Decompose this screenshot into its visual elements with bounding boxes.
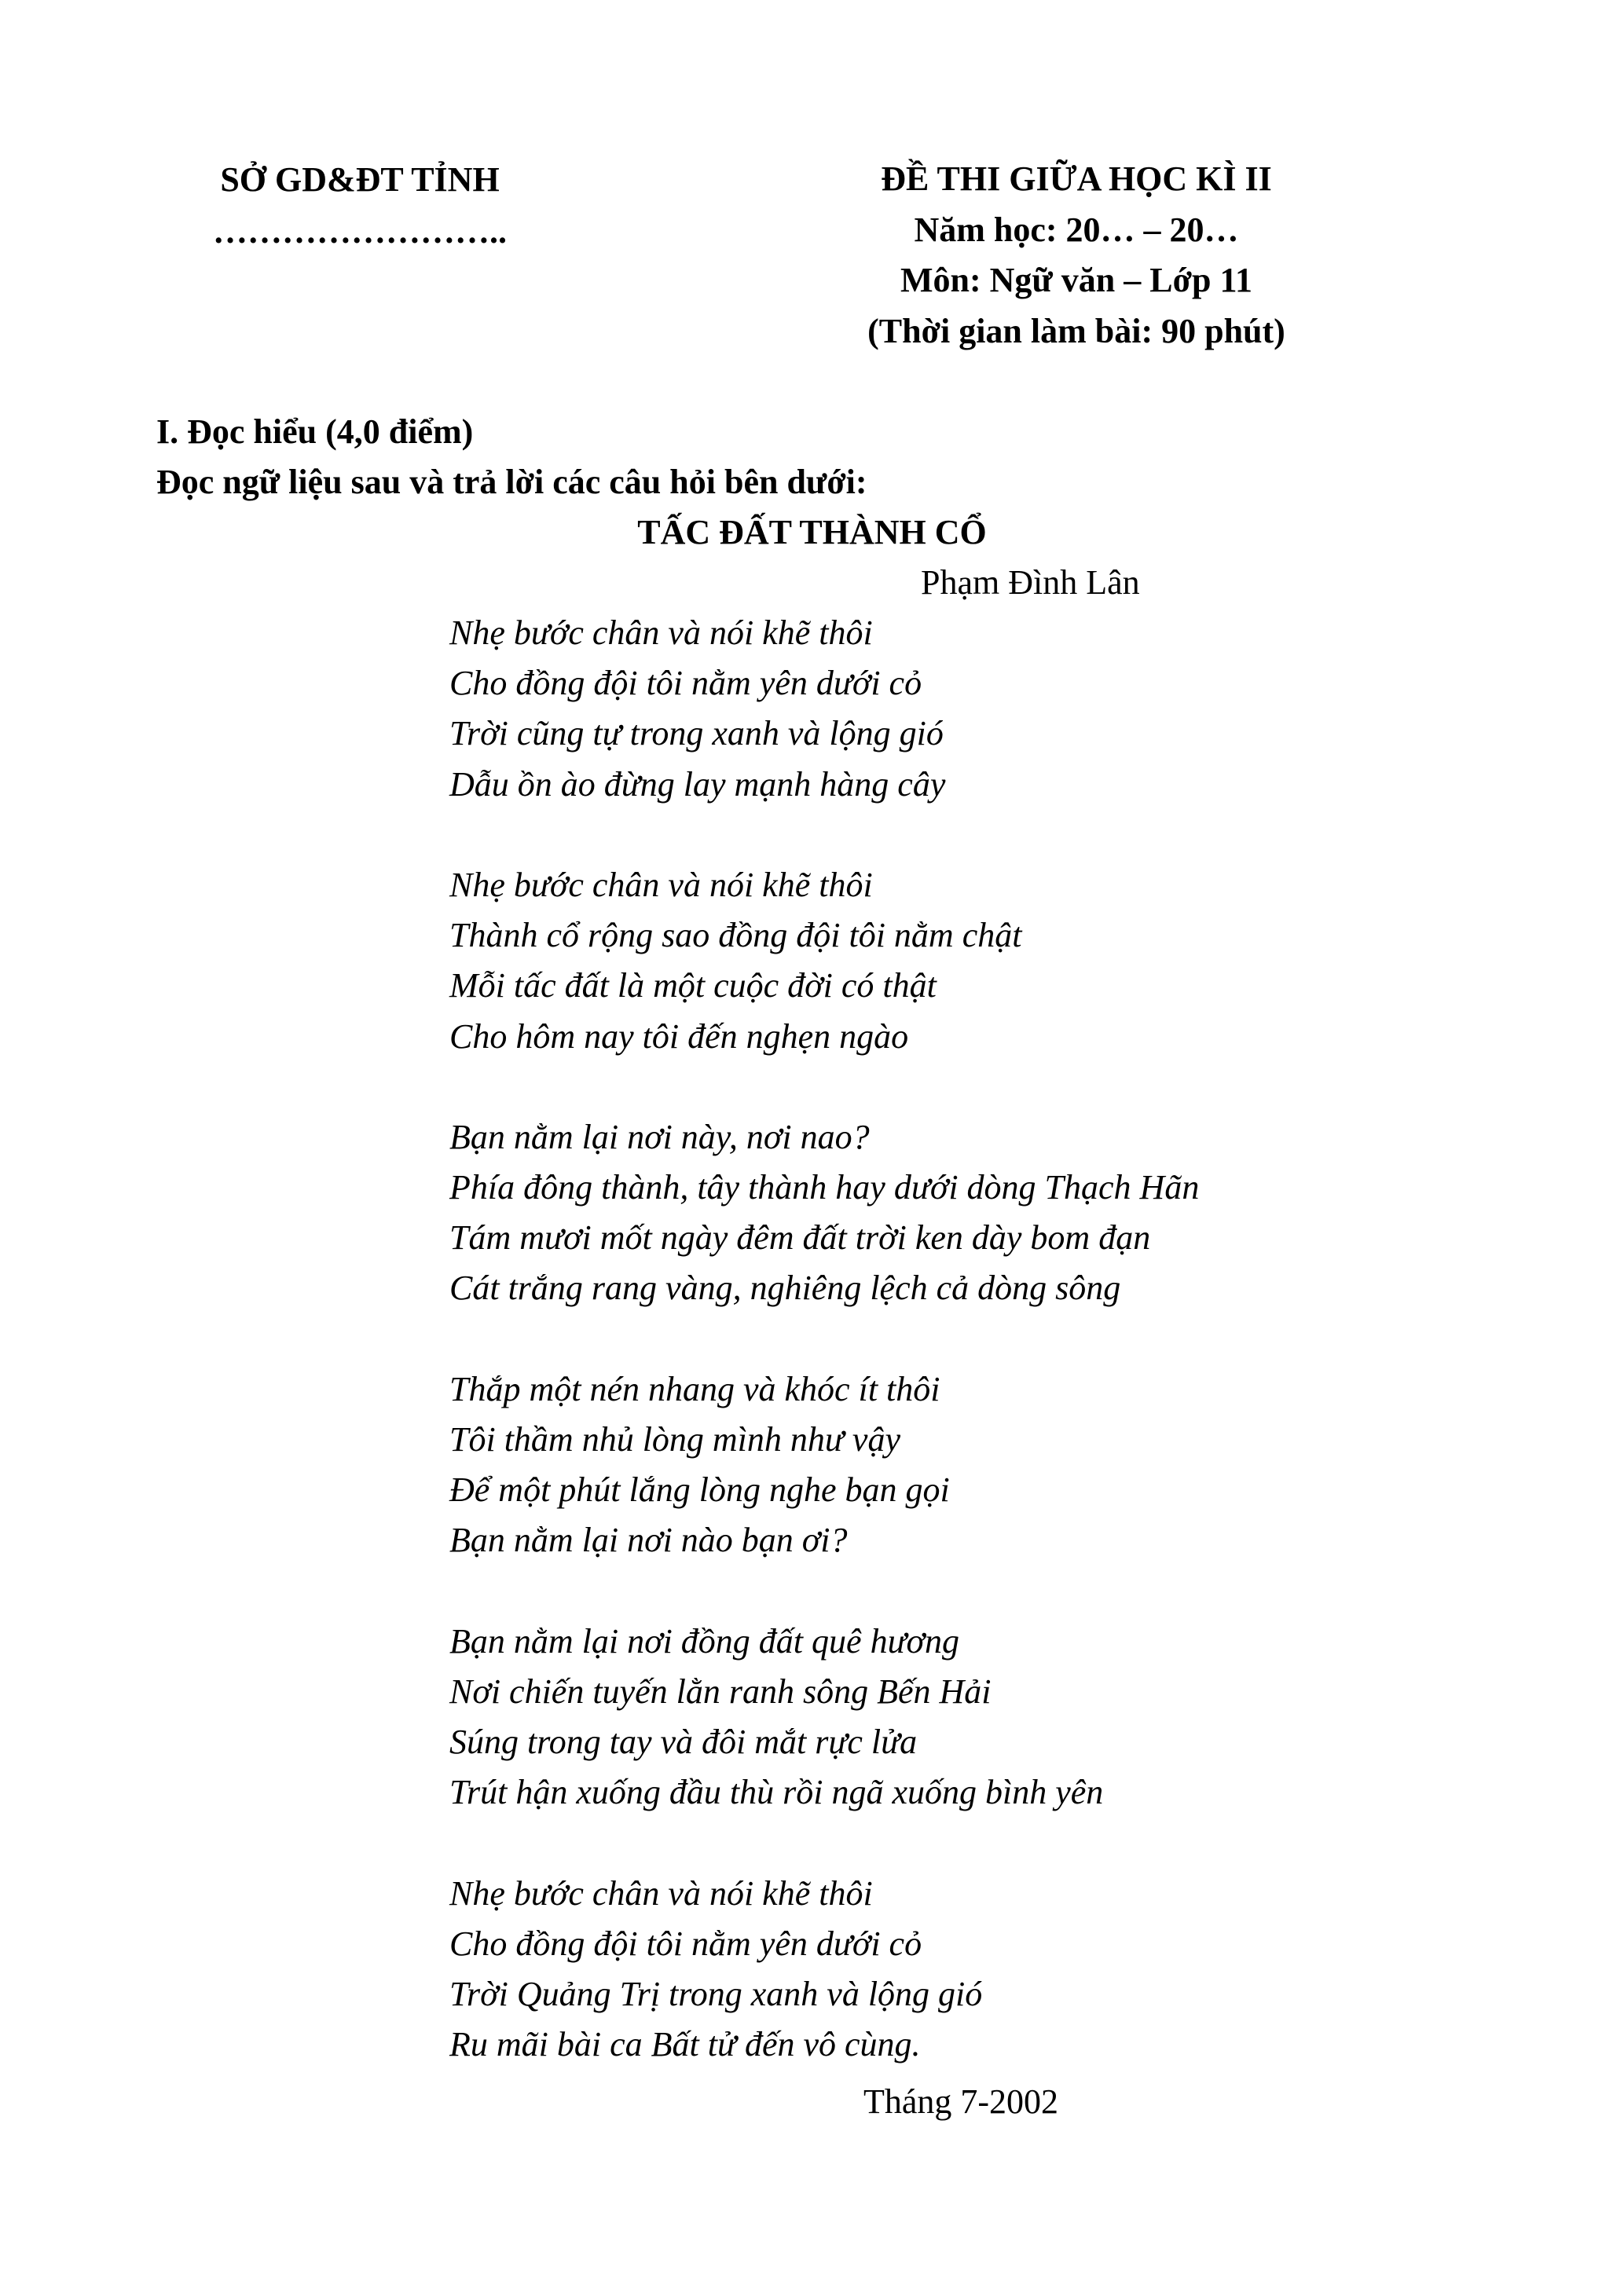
department-name: SỞ GD&ĐT TỈNH: [220, 160, 500, 199]
duration-line: (Thời gian làm bài: 90 phút): [867, 311, 1285, 350]
verse-line: Tôi thầm nhủ lòng mình như vậy: [449, 1420, 900, 1459]
verse-line: Trút hận xuống đầu thù rồi ngã xuống bình yên: [449, 1773, 1104, 1812]
verse-line: Cho hôm nay tôi đến nghẹn ngào: [449, 1016, 909, 1056]
poem-title: TẤC ĐẤT THÀNH CỔ: [637, 513, 987, 551]
verse-line: Để một phút lắng lòng nghe bạn gọi: [449, 1470, 950, 1510]
school-year: Năm học: 20… – 20…: [914, 210, 1239, 249]
verse-line: Cho đồng đội tôi nằm yên dưới cỏ: [449, 664, 922, 703]
verse-line: Nhẹ bước chân và nói khẽ thôi: [449, 865, 873, 904]
verse-line: Bạn nằm lại nơi này, nơi nao?: [449, 1117, 870, 1156]
reading-section: [156, 407, 867, 507]
verse-line: Dẫu ồn ào đừng lay mạnh hàng cây: [449, 764, 946, 804]
header-right: [833, 154, 1320, 357]
section-heading: I. Đọc hiểu (4,0 điểm): [156, 412, 474, 451]
stanza-5: [449, 1617, 1199, 1818]
verse-line: Thắp một nén nhang và khóc ít thôi: [449, 1369, 940, 1408]
verse-line: Phía đông thành, tây thành hay dưới dòng Thạch Hãn: [449, 1168, 1200, 1207]
verse-line: Thành cổ rộng sao đồng đội tôi nằm chật: [449, 916, 1022, 955]
verse-line: Ru mãi bài ca Bất tử đến vô cùng.: [449, 2025, 921, 2064]
verse-line: Trời Quảng Trị trong xanh và lộng gió: [449, 1975, 983, 2014]
stanza-2: [449, 860, 1199, 1062]
verse-line: Mỗi tấc đất là một cuộc đời có thật: [449, 966, 937, 1005]
stanza-1: [449, 608, 1199, 810]
header-left: [171, 154, 548, 258]
stanza-3: [449, 1112, 1199, 1314]
verse-line: Bạn nằm lại nơi đồng đất quê hương: [449, 1621, 960, 1661]
section-instruction: Đọc ngữ liệu sau và trả lời các câu hỏi bên dưới:: [156, 463, 867, 501]
verse-line: Cát trắng rang vàng, nghiêng lệch cả dòng sông: [449, 1269, 1121, 1308]
verse-line: Tám mươi mốt ngày đêm đất trời ken dày bom đạn: [449, 1218, 1151, 1258]
province-dots: ……………………..: [213, 212, 507, 251]
subject-line: Môn: Ngữ văn – Lớp 11: [900, 261, 1253, 299]
verse-line: Nơi chiến tuyến lằn ranh sông Bến Hải: [449, 1672, 992, 1711]
poem-body: [449, 608, 1199, 2070]
poem-author: Phạm Đình Lân: [921, 563, 1140, 602]
verse-line: Nhẹ bước chân và nói khẽ thôi: [449, 1873, 873, 1913]
exam-title: ĐỀ THI GIỮA HỌC KÌ II: [881, 159, 1272, 198]
verse-line: Cho đồng đội tôi nằm yên dưới cỏ: [449, 1924, 922, 1963]
verse-line: Nhẹ bước chân và nói khẽ thôi: [449, 613, 873, 652]
stanza-6: [449, 1869, 1199, 2071]
verse-line: Súng trong tay và đôi mắt rực lửa: [449, 1723, 918, 1762]
verse-line: Trời cũng tự trong xanh và lộng gió: [449, 714, 944, 753]
poem-date: Tháng 7-2002: [863, 2082, 1059, 2121]
verse-line: Bạn nằm lại nơi nào bạn ơi?: [449, 1521, 848, 1560]
stanza-4: [449, 1364, 1199, 1566]
